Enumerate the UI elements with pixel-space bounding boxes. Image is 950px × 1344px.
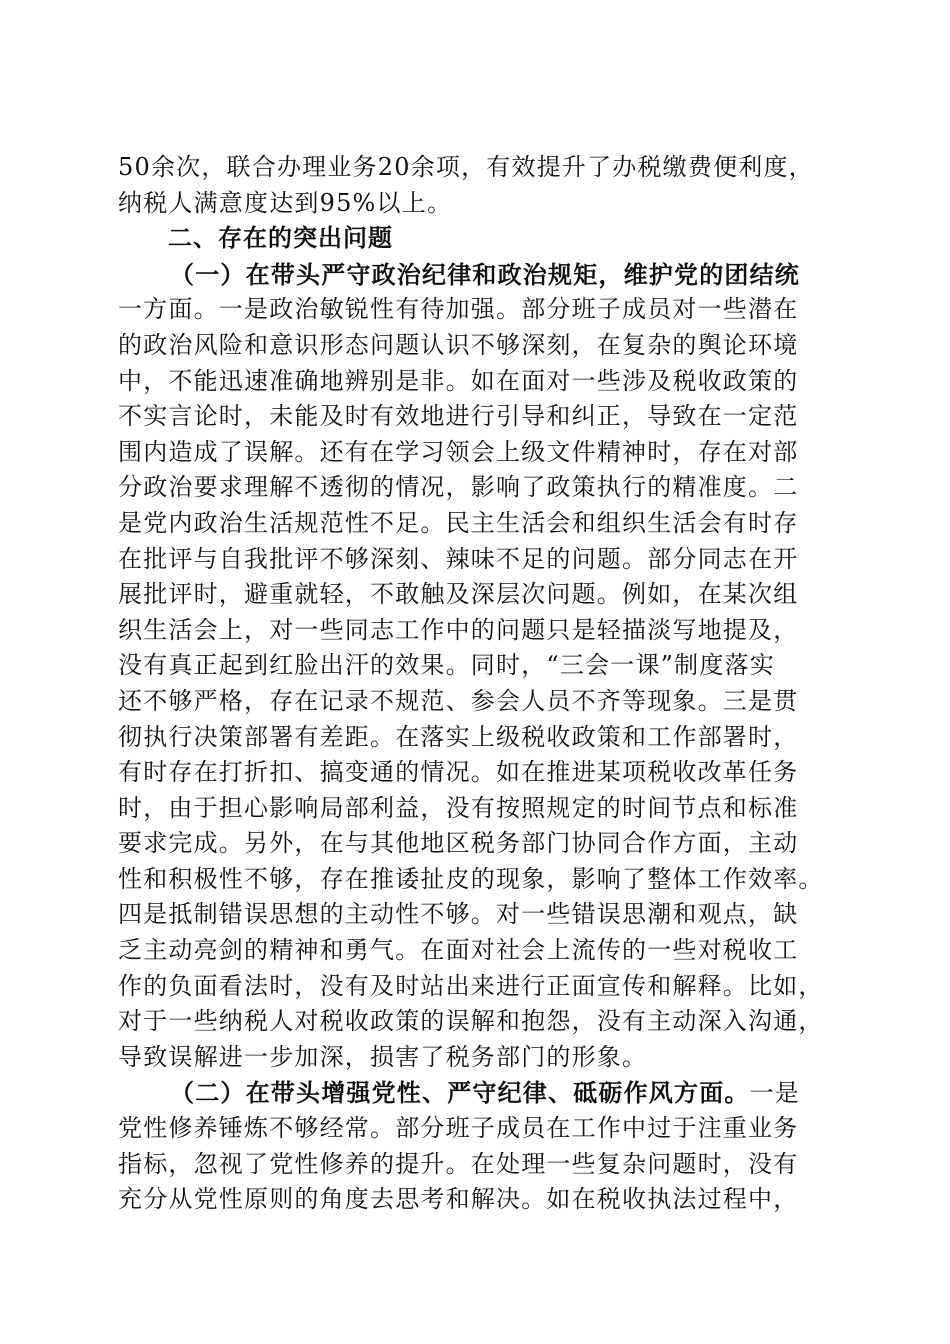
para1-line: 作的负面看法时，没有及时站出来进行正面宣传和解释。比如， (118, 971, 824, 1000)
para2-line: 指标，忽视了党性修养的提升。在处理一些复杂问题时，没有 (118, 1149, 799, 1178)
para1-line: 的政治风险和意识形态问题认识不够深刻，在复杂的舆论环境 (118, 330, 799, 359)
para1-line: 有时存在打折扣、搞变通的情况。如在推进某项税收改革任务 (118, 758, 799, 787)
para2-lead-line (118, 1075, 832, 1111)
para1-line: 分政治要求理解不透彻的情况，影响了政策执行的精准度。二 (118, 473, 799, 502)
para1-line: 展批评时，避重就轻，不敢触及深层次问题。例如，在某次组 (118, 580, 799, 609)
para2-line: 党性修养锤炼不够经常。部分班子成员在工作中过于注重业务 (118, 1114, 799, 1143)
para1-line: 没有真正起到红脸出汗的效果。同时，“三会一课”制度落实 (118, 651, 775, 680)
para1-line: 围内造成了误解。还有在学习领会上级文件精神时，存在对部 (118, 437, 799, 466)
para1-line: 四是抵制错误思想的主动性不够。对一些错误思潮和观点，缺 (118, 900, 799, 929)
para2-lead-bold: （二）在带头增强党性、严守纪律、砥砺作风方面。 (170, 1078, 750, 1108)
intro-line-2: 纳税人满意度达到95%以上。 (118, 188, 453, 217)
para1-line: 彻执行决策部署有差距。在落实上级税收政策和工作部署时， (118, 722, 799, 751)
para1-lead: （一）在带头严守政治纪律和政治规矩，维护党的团结统 (170, 259, 800, 289)
para1-line: 一方面。一是政治敏锐性有待加强。部分班子成员对一些潜在 (118, 295, 799, 324)
para1-line: 还不够严格，存在记录不规范、参会人员不齐等现象。三是贯 (118, 686, 799, 715)
para1-line: 性和积极性不够，存在推诿扯皮的现象，影响了整体工作效率。 (118, 864, 824, 893)
para1-line: 对于一些纳税人对税收政策的误解和抱怨，没有主动深入沟通， (118, 1007, 824, 1036)
para1-line: 要求完成。另外，在与其他地区税务部门协同合作方面，主动 (118, 829, 799, 858)
para1-line: 织生活会上，对一些同志工作中的问题只是轻描淡写地提及， (118, 615, 799, 644)
para1-line: 乏主动亮剑的精神和勇气。在面对社会上流传的一些对税收工 (118, 936, 799, 965)
intro-line-1: 50余次，联合办理业务20余项，有效提升了办税缴费便利度， (118, 153, 814, 181)
para1-line: 在批评与自我批评不够深刻、辣味不足的问题。部分同志在开 (118, 544, 799, 573)
document-page (118, 150, 832, 1218)
para1-line: 不实言论时，未能及时有效地进行引导和纠正，导致在一定范 (118, 402, 799, 431)
para2-lead-rest: 一是 (749, 1079, 801, 1108)
para1-line: 是党内政治生活规范性不足。民主生活会和组织生活会有时存 (118, 508, 799, 537)
para1-line: 时，由于担心影响局部利益，没有按照规定的时间节点和标准 (118, 793, 799, 822)
section-heading: 二、存在的突出问题 (168, 224, 393, 253)
para1-line: 中，不能迅速准确地辨别是非。如在面对一些涉及税收政策的 (118, 366, 799, 395)
para1-line: 导致误解进一步加深，损害了税务部门的形象。 (118, 1042, 648, 1071)
para2-line: 充分从党性原则的角度去思考和解决。如在税收执法过程中， (118, 1185, 799, 1214)
